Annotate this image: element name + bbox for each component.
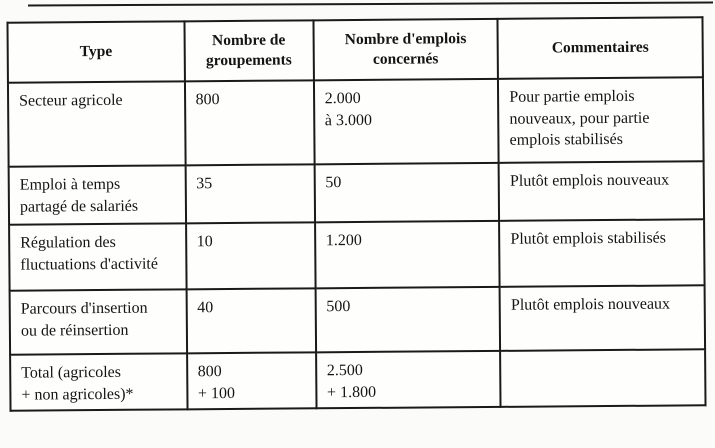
table-row — [10, 285, 705, 354]
cell-commentaires: Plutôt emplois nouveaux — [500, 285, 705, 351]
cell-emplois: 500 — [315, 287, 500, 352]
cell-type: Total (agricoles + non agricoles)* — [10, 353, 187, 411]
cell-commentaires: Plutôt emplois stabilisés — [499, 219, 704, 287]
table-row-total — [10, 349, 705, 411]
cell-emplois: 1.200 — [315, 221, 500, 288]
cell-type: Régulation des fluctuations d'activité — [9, 223, 186, 290]
cell-type: Emploi à temps partagé de salariés — [9, 165, 186, 224]
cell-commentaires: Pour partie emplois nouveaux, pour partie emplois stabilisés — [498, 77, 703, 163]
header-groupements: Nombre de groupements — [184, 20, 314, 81]
table-header-row — [7, 17, 702, 82]
cell-groupements: 40 — [186, 288, 316, 353]
cell-emplois: 2.000 à 3.000 — [314, 79, 499, 164]
cell-emplois: 2.500 + 1.800 — [316, 351, 501, 409]
cell-groupements: 800 — [184, 80, 314, 165]
cell-groupements: 10 — [186, 222, 316, 289]
cell-commentaires — [500, 349, 705, 407]
header-emplois: Nombre d'emplois concernés — [313, 19, 498, 80]
cell-groupements: 35 — [185, 164, 315, 223]
cell-type: Parcours d'insertion ou de réinsertion — [10, 289, 187, 354]
cell-emplois: 50 — [314, 163, 499, 222]
page-top-rule — [28, 2, 713, 7]
cell-groupements: 800 + 100 — [187, 352, 317, 409]
header-type: Type — [7, 21, 184, 82]
employment-groupings-table — [6, 16, 706, 412]
table-row — [9, 161, 704, 224]
header-commentaires: Commentaires — [498, 17, 703, 79]
cell-type: Secteur agricole — [8, 81, 185, 166]
cell-commentaires: Plutôt emplois nouveaux — [499, 161, 704, 221]
table-row — [8, 77, 704, 166]
table-row — [9, 219, 704, 290]
